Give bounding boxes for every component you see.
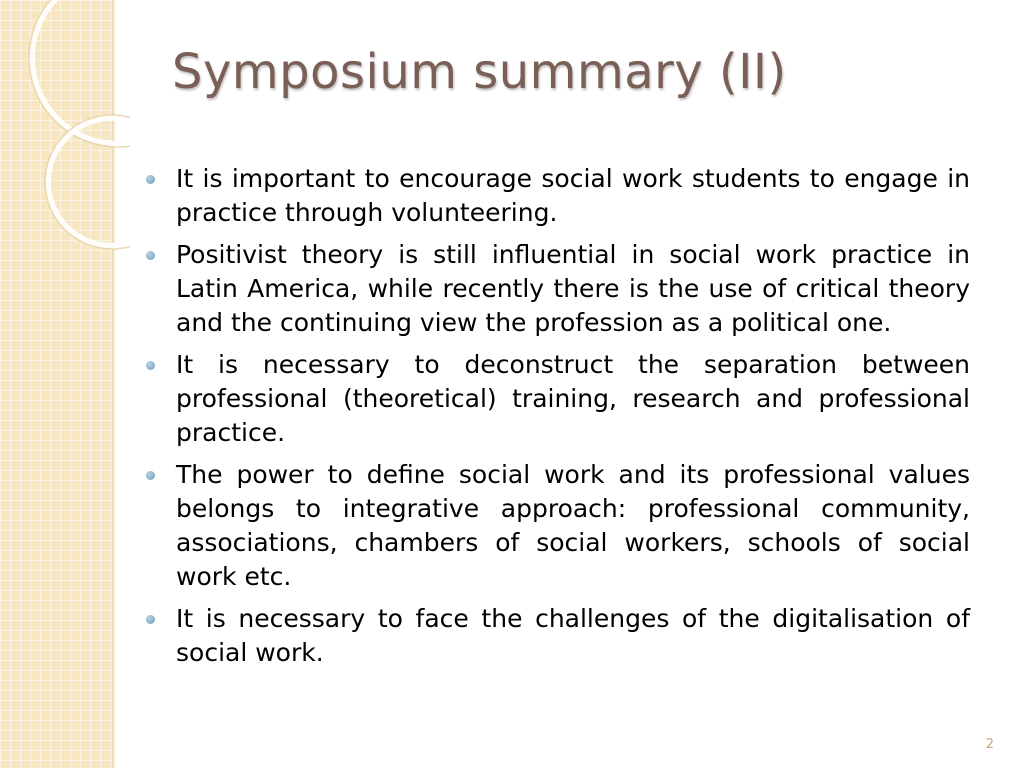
page-number: 2 <box>985 737 994 752</box>
bullet-dot-icon <box>146 361 155 370</box>
bullet-dot-icon <box>146 251 155 260</box>
decorative-ring-small-outline <box>45 115 130 249</box>
bullet-text: Positivist theory is still influential in social work practice in Latin America, while recently there is the use of critical theory and the continuing view the profession as a political one. <box>176 240 970 337</box>
bullet-dot-icon <box>146 471 155 480</box>
decorative-circles-icon <box>0 0 130 260</box>
bullet-text: The power to define social work and its professional values belongs to integrative approach: professional community, associations, chambers of social workers, schools of social work etc. <box>176 460 970 591</box>
bullet-item <box>176 348 970 450</box>
bullet-dot-icon <box>146 615 155 624</box>
bullet-text: It is necessary to face the challenges of the digitalisation of social work. <box>176 604 970 667</box>
bullet-text: It is necessary to deconstruct the separation between professional (theoretical) training, research and professional practice. <box>176 350 970 447</box>
bullet-item <box>176 162 970 230</box>
bullet-text: It is important to encourage social work students to engage in practice through volunteering. <box>176 164 970 227</box>
bullet-dot-icon <box>146 175 155 184</box>
slide-title: Symposium summary (II) <box>172 44 787 100</box>
bullet-item <box>176 458 970 594</box>
bullet-item <box>176 602 970 670</box>
bullet-list <box>176 162 970 678</box>
bullet-item <box>176 238 970 340</box>
